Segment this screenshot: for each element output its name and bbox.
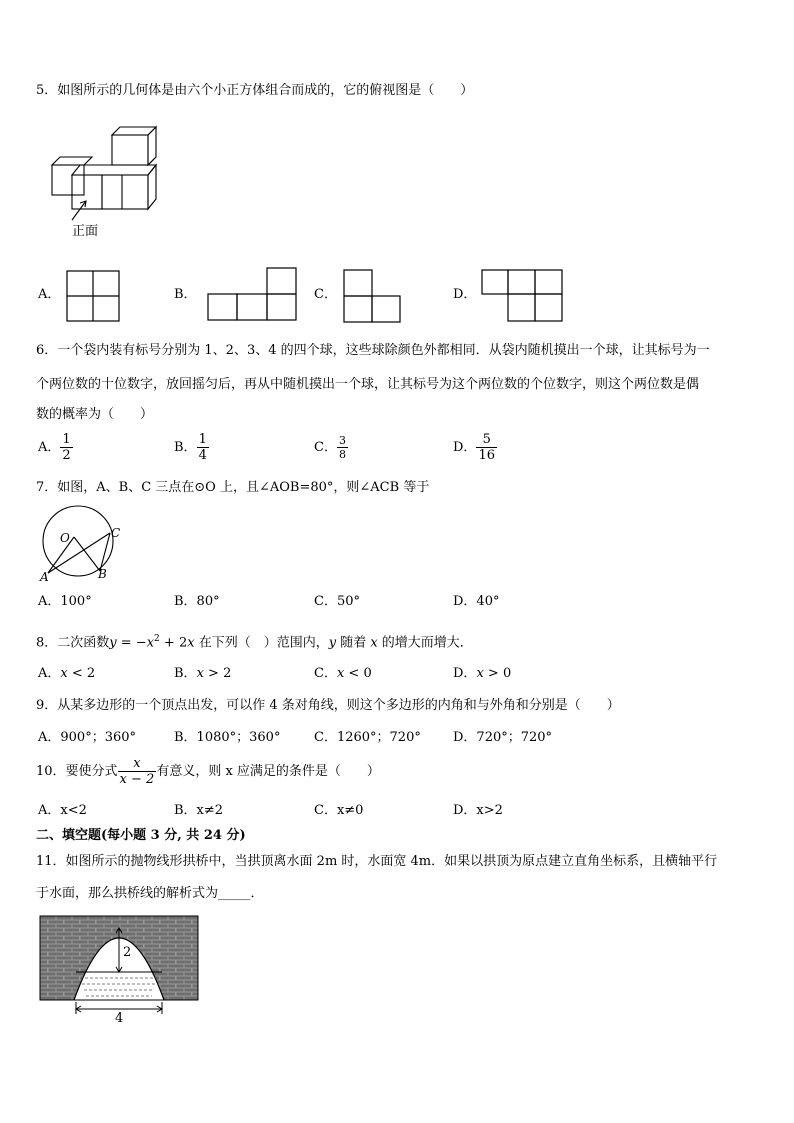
q5-option-c-figure — [343, 269, 401, 323]
q9-option-d[interactable]: D．720°；720° — [453, 730, 553, 745]
q11-line-1: 11．如图所示的抛物线形拱桥中，当拱顶离水面 2m 时，水面宽 4m．如果以拱顶为原点建立直角坐标系，且横轴平行 — [36, 854, 718, 869]
q11-line-2: 于水面，那么拱桥线的解析式为_____． — [36, 886, 264, 901]
q10-text: 10．要使分式 $\frac{x}{x - 2}$ 有意义，则 x 应满足的条件是（ ） — [36, 756, 380, 787]
q6-option-a[interactable]: A． $\frac{1}{2}$ — [38, 432, 71, 463]
label-a: A — [40, 570, 49, 584]
width-label: 4 — [115, 1011, 124, 1026]
fraction: $\frac{3}{8}$ — [338, 434, 346, 461]
q7-option-b[interactable]: B．80° — [174, 594, 220, 609]
label-b: B — [98, 567, 107, 581]
q7-option-c[interactable]: C．50° — [314, 594, 360, 609]
q8-option-d[interactable]: D．x > 0 — [453, 666, 512, 681]
q7-circle-figure — [36, 505, 126, 583]
fraction: $\frac{1}{2}$ — [62, 432, 71, 463]
label-o: O — [60, 531, 70, 545]
q8-option-a[interactable]: A．x < 2 — [38, 666, 96, 681]
fraction: $\frac{5}{16}$ — [478, 432, 495, 463]
q5-option-a[interactable]: A． — [38, 287, 61, 302]
q10-option-b[interactable]: B．x≠2 — [174, 803, 224, 818]
q6-line-2: 个两位数的十位数字，放回摇匀后，再从中随机摸出一个球，让其标号为这个两位数的个位数字，则这个两位数是偶 — [36, 377, 700, 392]
q9-option-b[interactable]: B．1080°；360° — [174, 730, 281, 745]
q10-option-c[interactable]: C．x≠0 — [314, 803, 364, 818]
q6-option-d[interactable]: D． $\frac{5}{16}$ — [453, 432, 495, 463]
q5-option-c[interactable]: C． — [314, 287, 337, 302]
label-c: C — [111, 526, 121, 540]
q7-text: 7．如图，A、B、C 三点在⊙O 上，且∠AOB=80°，则∠ACB 等于 — [36, 480, 430, 495]
q6-line-1: 6．一个袋内装有标号分别为 1、2、3、4 的四个球，这些球除颜色外都相同．从袋内随机摸出一个球，让其标号为一 — [36, 343, 710, 358]
section-title: 二、填空题(每小题 3 分, 共 24 分) — [36, 828, 246, 843]
q5-option-d[interactable]: D． — [453, 287, 477, 302]
q5-option-d-figure — [481, 269, 563, 323]
q7-option-a[interactable]: A．100° — [38, 594, 92, 609]
fraction: $\frac{x}{x - 2}$ — [119, 756, 155, 787]
q5-text: 5．如图所示的几何体是由六个小正方体组合而成的，它的俯视图是（ ） — [36, 83, 474, 98]
q8-option-c[interactable]: C．x < 0 — [314, 666, 372, 681]
q9-option-a[interactable]: A．900°；360° — [38, 730, 137, 745]
q9-text: 9．从某多边形的一个顶点出发，可以作 4 条对角线，则这个多边形的内角和与外角和分别是（ ） — [36, 698, 620, 713]
height-label: 2 — [123, 945, 132, 960]
q10-option-d[interactable]: D．x>2 — [453, 803, 503, 818]
q8-text: 8．二次函数$y = -x^2 + 2x$ 在下列（ ）范围内，y 随着 x 的增大而增大． — [36, 634, 473, 651]
q9-option-c[interactable]: C．1260°；720° — [314, 730, 421, 745]
q10-option-a[interactable]: A．x<2 — [38, 803, 87, 818]
q5-option-b-figure — [207, 267, 297, 321]
front-label: 正面 — [72, 224, 99, 239]
q5-option-a-figure — [66, 270, 120, 322]
fraction: $\frac{1}{4}$ — [198, 432, 207, 463]
q11-bridge-figure — [40, 916, 200, 1026]
q6-line-3: 数的概率为（ ） — [36, 407, 154, 422]
q7-option-d[interactable]: D．40° — [453, 594, 500, 609]
q8-option-b[interactable]: B．x > 2 — [174, 666, 232, 681]
q5-solid-figure — [50, 125, 160, 240]
q5-option-b[interactable]: B． — [174, 287, 197, 302]
q6-option-c[interactable]: C． $\frac{3}{8}$ — [314, 434, 346, 461]
q6-option-b[interactable]: B． $\frac{1}{4}$ — [174, 432, 207, 463]
